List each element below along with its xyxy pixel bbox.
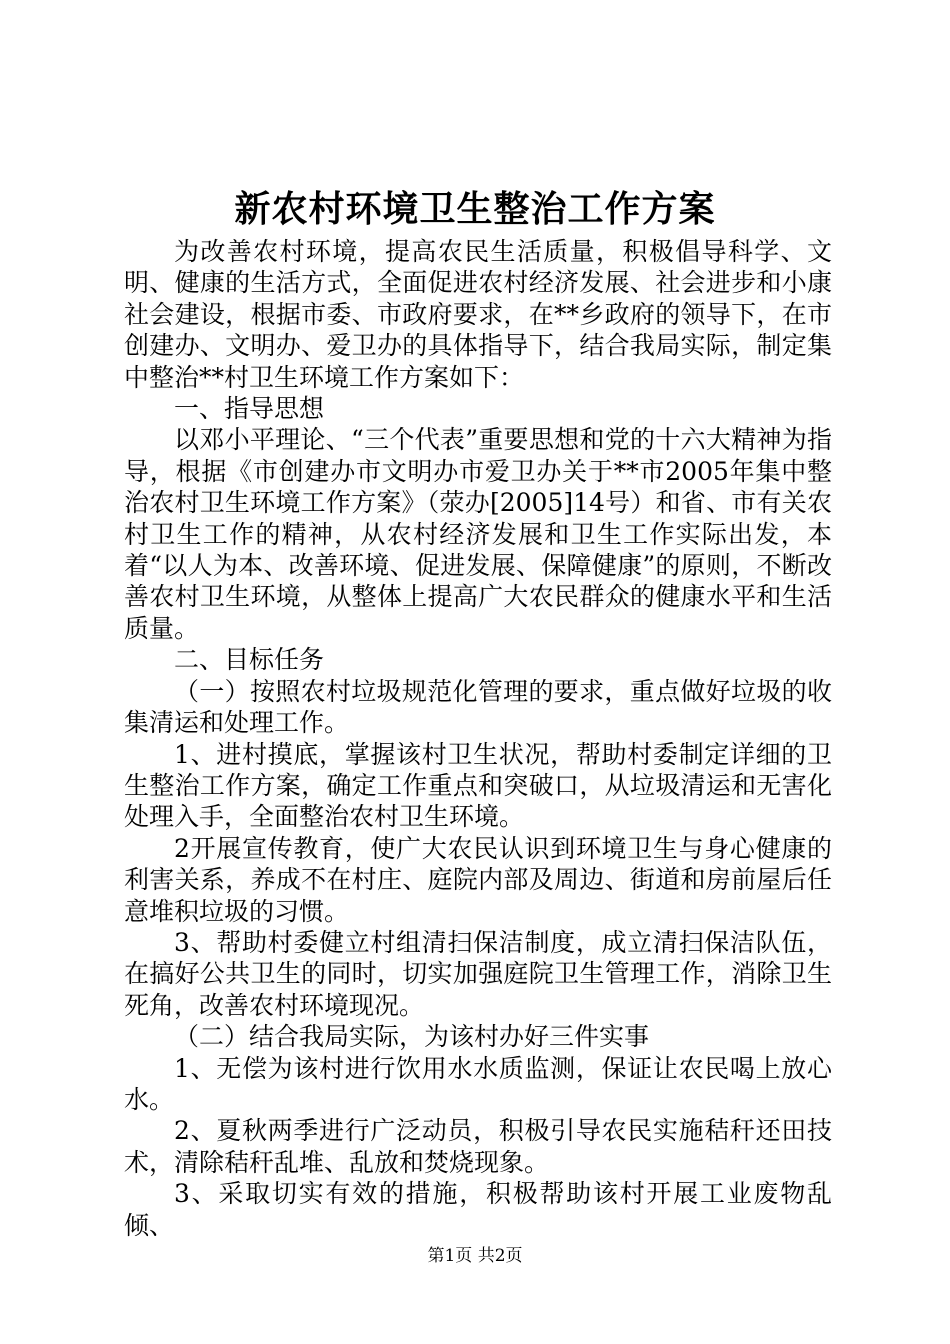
paragraph-goal-2: （二）结合我局实际，为该村办好三件实事: [174, 1022, 650, 1052]
paragraph-item-3: 3、帮助村委健立村组清扫保洁制度，成立清扫保洁队伍，在搞好公共卫生的同时，切实加强庭院卫生管理工作，消除卫生死角，改善农村环境现况。: [124, 927, 832, 1020]
section-heading-guiding-thought: 一、指导思想: [174, 394, 325, 424]
paragraph-task-1: 1、无偿为该村进行饮用水水质监测，保证让农民喝上放心水。: [124, 1053, 832, 1114]
paragraph-intro: 为改善农村环境，提高农民生活质量，积极倡导科学、文明、健康的生活方式，全面促进农村经济发展、社会进步和小康社会建设，根据市委、市政府要求，在**乡政府的领导下，在市创建办、文明办、爱卫办的具体指导下，结合我局实际，制定集中整治**村卫生环境工作方案如下：: [124, 237, 832, 392]
document-title: 新农村环境卫生整治工作方案: [234, 188, 716, 230]
page-number-footer: 第1页 共2页: [427, 1246, 523, 1266]
paragraph-goal-1: （一）按照农村垃圾规范化管理的要求，重点做好垃圾的收集清运和处理工作。: [124, 676, 832, 738]
paragraph-task-3: 3、采取切实有效的措施，积极帮助该村开展工业废物乱倾、: [124, 1179, 832, 1240]
paragraph-item-1: 1、进村摸底，掌握该村卫生状况，帮助村委制定详细的卫生整治工作方案，确定工作重点和突破口，从垃圾清运和无害化处理入手，全面整治农村卫生环境。: [124, 739, 832, 832]
paragraph-guiding-thought: 以邓小平理论、“三个代表”重要思想和党的十六大精神为指导，根据《市创建办市文明办市爱卫办关于**市2005年集中整治农村卫生环境工作方案》（荥办[2005]14号）和省、市有关农村卫生工作的精神，从农村经济发展和卫生工作实际出发，本着“以人为本、改善环境、促进发展、保障健康”的原则，不断改善农村卫生环境，从整体上提高广大农民群众的健康水平和生活质量。: [124, 425, 832, 643]
paragraph-item-2: 2开展宣传教育，使广大农民认识到环境卫生与身心健康的利害关系，养成不在村庄、庭院内部及周边、街道和房前屋后任意堆积垃圾的习惯。: [124, 833, 832, 926]
paragraph-task-2: 2、夏秋两季进行广泛动员，积极引导农民实施秸秆还田技术，清除秸秆乱堆、乱放和焚烧现象。: [124, 1116, 832, 1177]
section-heading-goals: 二、目标任务: [174, 645, 325, 675]
document-body: [124, 236, 832, 1241]
